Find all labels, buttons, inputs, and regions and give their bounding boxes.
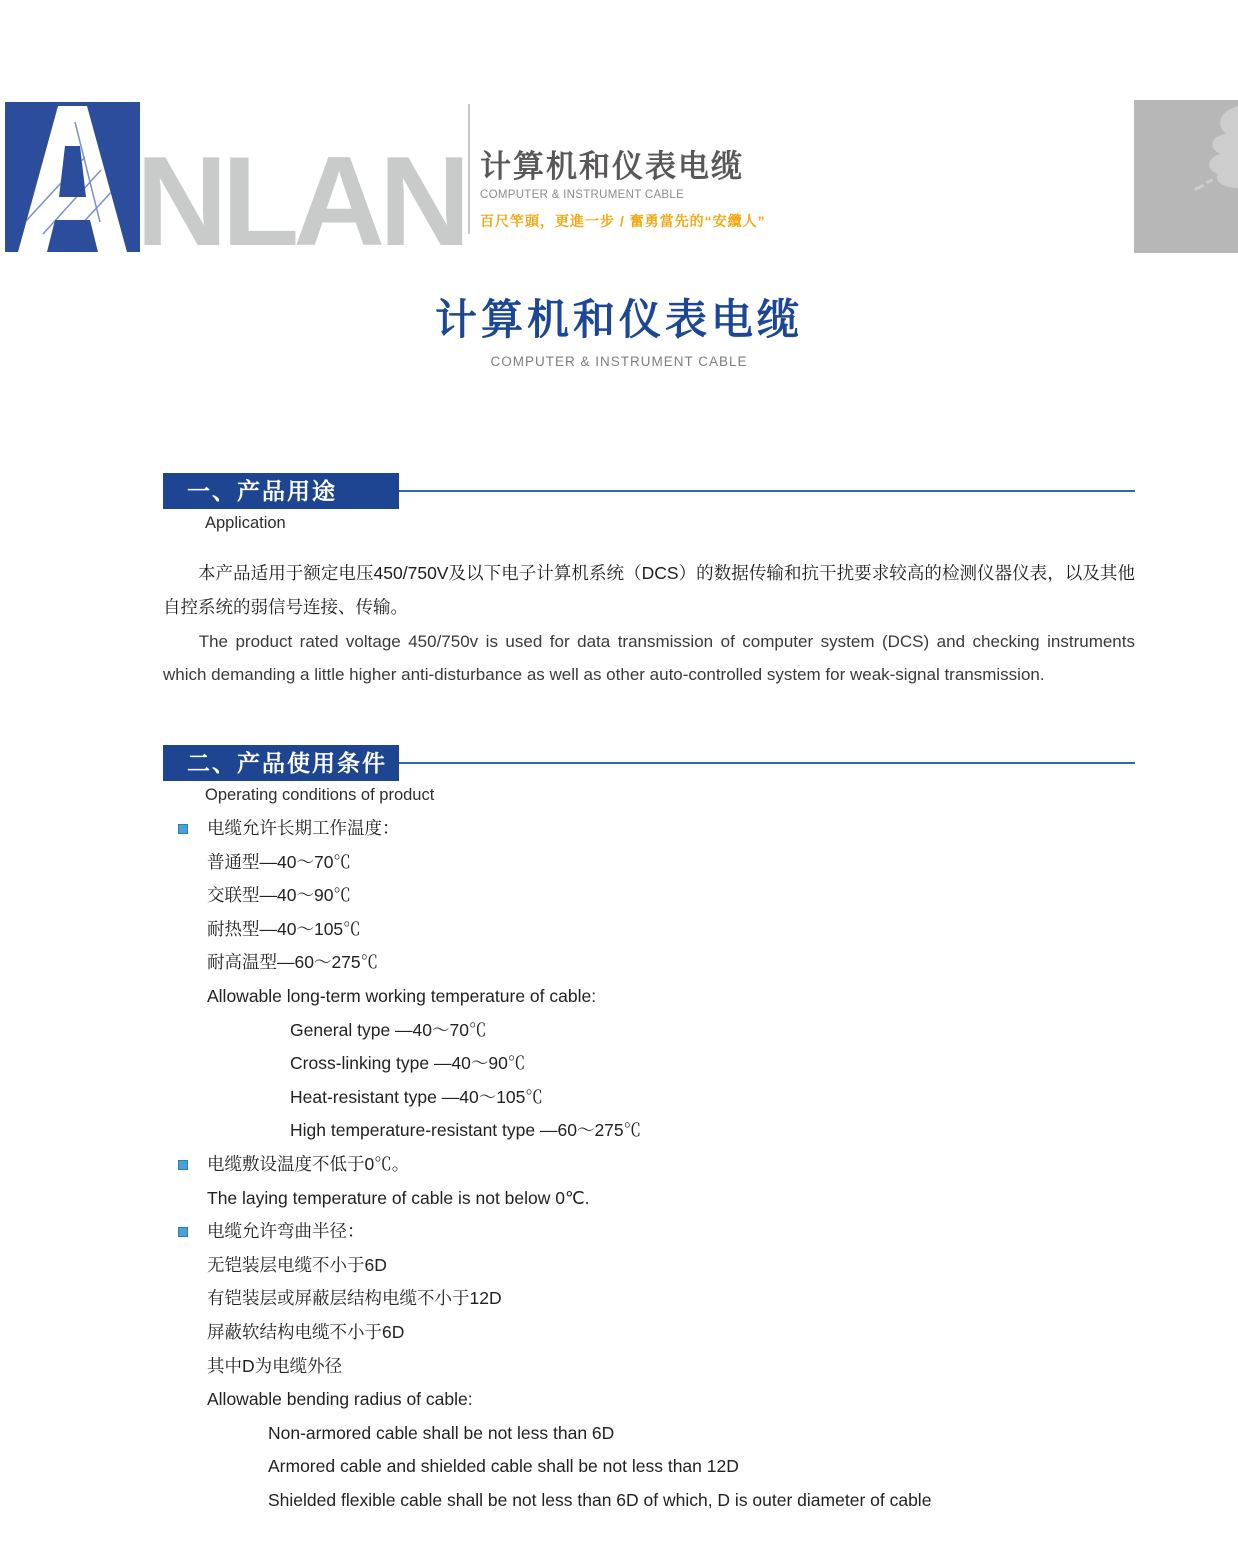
list-item xyxy=(163,1484,1135,1518)
bullet-square-icon xyxy=(178,824,188,834)
list-item xyxy=(163,1350,1135,1384)
doc-title-block xyxy=(0,295,1238,369)
header-divider xyxy=(468,104,470,234)
leaf-photo-icon xyxy=(1134,100,1238,253)
corner-photo xyxy=(1134,100,1238,253)
list-item xyxy=(163,946,1135,980)
list-item xyxy=(163,812,1135,846)
list-item-text: 电缆允许长期工作温度： xyxy=(207,818,400,838)
list-item xyxy=(163,1182,1135,1216)
list-item-text: 有铠装层或屏蔽层结构电缆不小于12D xyxy=(207,1288,502,1309)
list-item-text: 耐热型—40～105℃ xyxy=(207,918,361,939)
list-item xyxy=(163,913,1135,947)
list-item-text: Shielded flexible cable shall be not less than 6D of which, D is outer diameter of cable xyxy=(268,1489,932,1510)
list-item-text: 耐高温型—60～275℃ xyxy=(207,952,379,973)
list-item-text: 电缆允许弯曲半径： xyxy=(207,1221,365,1242)
bullet-square-icon xyxy=(178,1227,188,1237)
list-item-text: Allowable bending radius of cable: xyxy=(207,1389,473,1410)
list-item xyxy=(163,1417,1135,1451)
header-slogan: 百尺竿頭，更進一步 / 奮勇當先的“安纜人” xyxy=(480,213,766,229)
list-item xyxy=(163,1316,1135,1350)
list-item xyxy=(163,879,1135,913)
bullet-square-icon xyxy=(178,1160,188,1170)
list-item-text: 电缆敷设温度不低于0℃。 xyxy=(207,1153,410,1174)
header-product-title-en: COMPUTER & INSTRUMENT CABLE xyxy=(480,189,685,201)
section1-heading-bar: 一、产品用途 xyxy=(163,473,399,509)
list-item xyxy=(163,1215,1135,1249)
list-item xyxy=(163,1148,1135,1182)
list-item-text: Non-armored cable shall be not less than 6D xyxy=(268,1422,615,1443)
list-item xyxy=(163,846,1135,880)
doc-title-en: COMPUTER & INSTRUMENT CABLE xyxy=(490,354,748,369)
list-item xyxy=(163,1249,1135,1283)
list-item-text: General type —40～70℃ xyxy=(290,1019,487,1040)
list-item xyxy=(163,980,1135,1014)
list-item-text: 屏蔽软结构电缆不小于6D xyxy=(207,1321,405,1342)
list-item-text: Allowable long-term working temperature of cable: xyxy=(207,985,597,1006)
section1-rule xyxy=(399,490,1135,492)
section2-rule xyxy=(399,762,1135,764)
list-item xyxy=(163,1383,1135,1417)
list-item-text: 普通型—40～70℃ xyxy=(207,851,351,872)
header-product-title-cn: 计算机和仪表电缆 xyxy=(480,149,744,184)
anlan-logo-letters: NLAN xyxy=(136,130,465,272)
list-item-text: High temperature-resistant type —60～275℃ xyxy=(290,1120,642,1141)
list-item xyxy=(163,1081,1135,1115)
list-item xyxy=(163,1114,1135,1148)
section2-subheading: Operating conditions of product xyxy=(205,786,435,804)
list-item xyxy=(163,1014,1135,1048)
doc-title-cn: 计算机和仪表电缆 xyxy=(434,296,803,343)
list-item-text: Armored cable and shielded cable shall be not less than 12D xyxy=(268,1456,739,1477)
list-item-text: The laying temperature of cable is not below 0℃. xyxy=(207,1187,590,1208)
application-paragraph-en: The product rated voltage 450/750v is used for data transmission of computer system (DCS) and checking instruments which demanding a little higher anti-disturbance as well as other auto-controlled system for weak-signal transmission. xyxy=(163,632,1135,684)
logo-a-icon xyxy=(5,102,140,252)
operating-conditions-list xyxy=(163,812,1135,1517)
list-item xyxy=(163,1047,1135,1081)
list-item-text: 交联型—40～90℃ xyxy=(207,885,351,906)
application-paragraph-cn: 本产品适用于额定电压450/750V及以下电子计算机系统（DCS）的数据传输和抗干扰要求较高的检测仪器仪表，以及其他自控系统的弱信号连接、传输。 xyxy=(163,563,1135,617)
list-item-text: Heat-resistant type —40～105℃ xyxy=(290,1086,543,1107)
section2-heading-bar: 二、产品使用条件 xyxy=(163,745,399,781)
section1-subheading: Application xyxy=(205,514,286,532)
list-item-text: Cross-linking type —40～90℃ xyxy=(290,1053,526,1074)
anlan-logo-mark xyxy=(5,102,140,257)
list-item xyxy=(163,1282,1135,1316)
list-item-text: 其中D为电缆外径 xyxy=(207,1355,343,1376)
list-item-text: 无铠装层电缆不小于6D xyxy=(207,1254,387,1275)
header-text-block xyxy=(480,148,766,231)
list-item xyxy=(163,1450,1135,1484)
